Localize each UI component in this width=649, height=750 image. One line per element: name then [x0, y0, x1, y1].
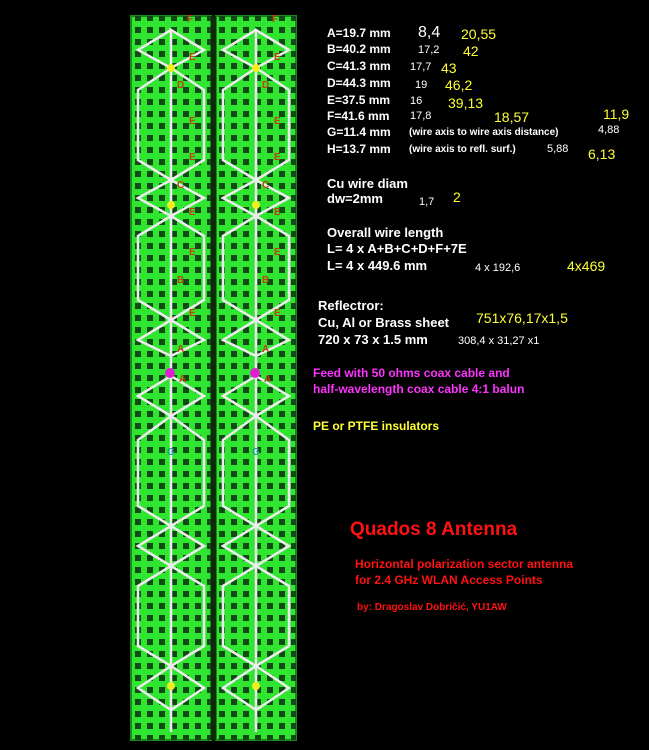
- dim-g-note: (wire axis to wire axis distance): [409, 127, 559, 138]
- dim-a-value-1: 8,4: [418, 24, 441, 41]
- wire-label-right-4: E: [274, 152, 281, 163]
- wire-label-right-1: E: [274, 52, 281, 63]
- reflector-title: Reflectror:: [318, 298, 384, 313]
- insulator-left-2: [167, 682, 175, 690]
- wire-label-right-8: B: [262, 275, 270, 286]
- wire-label-left-0: F: [187, 14, 194, 25]
- wire-label-right-2: D: [262, 80, 270, 91]
- feed-point-left: [165, 368, 175, 378]
- wire-label-right-10: A: [262, 344, 270, 355]
- wire-label-right-12: G: [252, 447, 260, 458]
- reflector-v1: 751x76,17x1,5: [476, 310, 568, 326]
- insulator-left-0: [167, 64, 175, 72]
- wire-label-right-9: E: [274, 308, 281, 319]
- wire-label-left-3: E: [189, 116, 196, 127]
- wire-diam-v2: 2: [453, 189, 461, 205]
- dim-b-value-1: 17,2: [418, 44, 440, 56]
- wire-label-left-2: D: [177, 80, 185, 91]
- wire-label-left-1: E: [189, 52, 196, 63]
- wire-label-left-9: E: [189, 308, 196, 319]
- feed-line-2: half-wavelength coax cable 4:1 balun: [313, 382, 525, 396]
- dim-c-value-2: 43: [441, 60, 457, 76]
- insulator-right-1: [252, 201, 260, 209]
- dim-c-value-1: 17,7: [410, 61, 432, 73]
- reflector-v2: 308,4 x 31,27 x1: [458, 335, 540, 347]
- dim-d-label: D=44.3 mm: [327, 76, 391, 90]
- subtitle-line-2: for 2.4 GHz WLAN Access Points: [355, 573, 543, 587]
- dim-g-label: G=11.4 mm: [327, 125, 391, 139]
- dim-h-label: H=13.7 mm: [327, 142, 391, 156]
- insulator-left-1: [167, 201, 175, 209]
- wire-label-left-12: G: [167, 447, 175, 458]
- dim-h-note: (wire axis to refl. surf.): [409, 144, 516, 155]
- length-formula: L= 4 x A+B+C+D+F+7E: [327, 241, 467, 256]
- dim-e-value-2: 39,13: [448, 95, 484, 111]
- wire-label-left-10: A: [177, 344, 185, 355]
- wire-label-left-11: A: [179, 374, 187, 385]
- dim-d-value-1: 19: [415, 79, 428, 91]
- wire-label-right-5: C: [262, 180, 270, 191]
- dim-c-label: C=41.3 mm: [327, 59, 391, 73]
- dim-a-value-2: 20,55: [461, 26, 497, 42]
- dim-f-value-2: 18,57: [494, 109, 530, 125]
- dim-e-label: E=37.5 mm: [327, 93, 391, 107]
- wire-label-left-5: C: [177, 180, 185, 191]
- feed-point-right: [250, 368, 260, 378]
- dim-a-label: A=19.7 mm: [327, 26, 391, 40]
- length-v2: 4x469: [567, 258, 606, 274]
- dim-d-value-2: 46,2: [445, 77, 473, 93]
- reflector-size: 720 x 73 x 1.5 mm: [318, 332, 428, 347]
- wire-label-left-6: E: [189, 207, 196, 218]
- dim-e-value-1: 16: [410, 95, 423, 107]
- insulators-note: PE or PTFE insulators: [313, 419, 440, 433]
- wire-label-right-11: A: [264, 374, 272, 385]
- wire-diam-title: Cu wire diam: [327, 176, 408, 191]
- dim-g-value-1: 4,88: [598, 124, 620, 136]
- reflector-material: Cu, Al or Brass sheet: [318, 315, 450, 330]
- wire-label-right-0: F: [272, 14, 279, 25]
- dim-b-value-2: 42: [463, 43, 479, 59]
- dim-h-value-1: 5,88: [547, 143, 569, 155]
- dim-h-value-2: 6,13: [588, 146, 616, 162]
- wire-label-left-8: B: [177, 275, 185, 286]
- dim-f-value-3: 11,9: [603, 106, 630, 122]
- wire-label-right-7: E: [274, 247, 281, 258]
- length-v1: 4 x 192,6: [475, 262, 521, 274]
- dim-b-label: B=40.2 mm: [327, 42, 391, 56]
- insulator-right-2: [252, 682, 260, 690]
- feed-line-1: Feed with 50 ohms coax cable and: [313, 366, 510, 380]
- dim-f-label: F=41.6 mm: [327, 109, 390, 123]
- wire-label-left-7: E: [189, 247, 196, 258]
- diagram-title: Quados 8 Antenna: [350, 519, 518, 540]
- wire-label-left-4: E: [189, 152, 196, 163]
- length-value: L= 4 x 449.6 mm: [327, 258, 428, 273]
- insulator-right-0: [252, 64, 260, 72]
- dim-f-value-1: 17,8: [410, 110, 432, 122]
- author-credit: by: Dragoslav Dobričić, YU1AW: [357, 602, 507, 613]
- subtitle-line-1: Horizontal polarization sector antenna: [355, 557, 574, 571]
- wire-diam-v1: 1,7: [419, 196, 435, 208]
- length-title: Overall wire length: [327, 225, 444, 240]
- wire-label-right-6: E: [274, 207, 281, 218]
- wire-diam-value: dw=2mm: [327, 191, 383, 206]
- wire-label-right-3: E: [274, 116, 281, 127]
